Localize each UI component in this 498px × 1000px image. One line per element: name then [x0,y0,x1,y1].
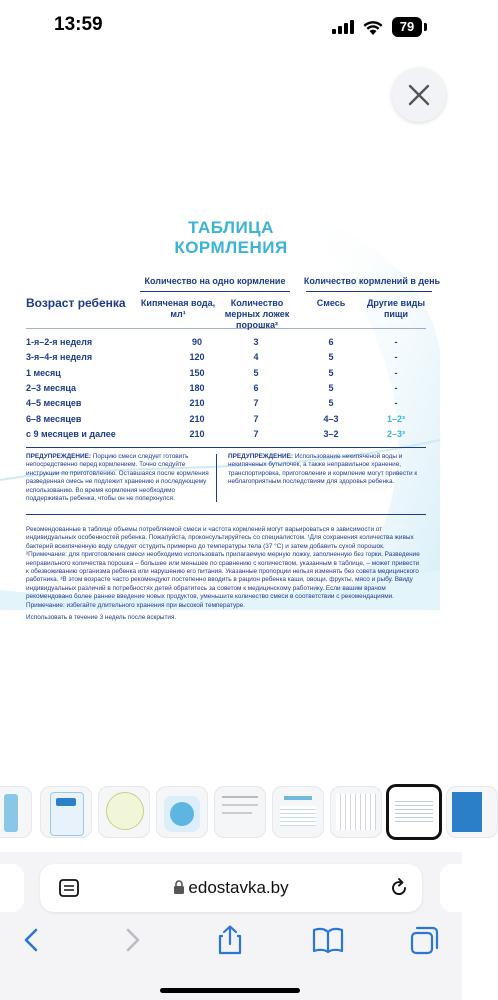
close-button[interactable] [392,68,446,122]
url-text [40,878,422,898]
share-icon[interactable] [212,924,248,956]
cell-spoons: 3 [253,337,259,347]
cell-water: 210 [189,413,205,424]
cell-age: 6–8 месяцев [26,413,82,424]
header-divider [26,328,426,329]
cell-other: - [394,382,398,393]
cell-other: - [394,337,398,347]
address-bar[interactable] [40,864,422,912]
cell-other: - [394,352,398,363]
group-header-feedings-per-day: Количество кормлений в день [303,276,441,286]
cell-water: 120 [189,352,205,363]
cell-mix: 5 [328,367,334,378]
cell-mix: 5 [328,398,334,409]
thumb-3[interactable] [98,786,150,838]
lock-icon [173,880,185,894]
cell-water: 180 [189,382,205,393]
feeding-table-image [0,150,441,621]
battery-tip [424,23,427,31]
table-row [26,383,426,397]
url-value: edostavka.by [188,878,289,897]
cell-spoons: 7 [253,398,259,409]
table-row [26,337,426,351]
home-indicator [160,988,300,993]
close-icon [408,84,430,106]
cell-water: 210 [189,398,205,409]
thumb-9[interactable] [446,786,498,838]
table-bottom-divider [26,447,426,448]
table-row [26,352,426,366]
cell-mix: 5 [328,352,334,363]
thumb-1[interactable] [0,786,32,838]
col-header-mix: Смесь [316,298,346,308]
warning-left-text: Порцию смеси следует готовить непосредственно перед кормлением. Точно следуйте инструкции по приготовлению. Оставшаяся после кормления разведенная смесь не подлежит хранению и последующему использованию. Во время кормления необходимо поддерживать ребенка, чтобы он не поперхнулся. [26,453,209,503]
table-row [26,368,426,382]
thumb-4[interactable] [156,786,208,838]
thumb-5[interactable] [214,786,266,838]
tabs-icon[interactable] [406,924,442,956]
cell-water: 150 [189,367,205,378]
col-header-age: Возраст ребенка [26,296,126,310]
cell-age: 4–5 месяцев [26,398,82,409]
status-bar [0,0,462,56]
cell-spoons: 7 [253,428,259,439]
cell-other: 2–3³ [386,428,405,439]
use-within-text: Использовать в течение 3 недель после вскрытия. [26,614,177,621]
footnote-divider [26,514,426,515]
cell-spoons: 4 [253,352,259,363]
table-row [26,429,426,443]
warning-right-title: ПРЕДУПРЕЖДЕНИЕ: [228,453,294,460]
table-row [26,398,426,412]
warning-separator [216,454,217,502]
cell-other: - [394,367,398,378]
cell-age: 2–3 месяца [26,382,76,393]
thumb-6[interactable] [272,786,324,838]
warning-left-title: ПРЕДУПРЕЖДЕНИЕ: [26,453,92,460]
cell-age: 1 месяц [26,367,61,378]
doc-title-line2: КОРМЛЕНИЯ [174,238,288,257]
reload-icon[interactable] [388,877,410,899]
warning-left [26,453,210,503]
forward-icon[interactable] [114,924,150,956]
col-header-spoons: Количество мерных ложек порошка² [224,298,290,330]
cell-spoons: 5 [253,367,259,378]
image-thumbnail-strip [0,784,462,840]
warning-right-text: Использование некипяченой воды и некипяченых бутылочек, а также неправильное хранение, транспортировка, приготовление и кормление могут привести к неблагоприятным последствиям для здоровья ребенка. [228,453,418,486]
bookmarks-icon[interactable] [310,924,346,956]
cell-water: 210 [189,428,205,439]
cell-spoons: 7 [253,413,259,424]
cell-water: 90 [191,337,202,347]
doc-title-line1: ТАБЛИЦА [188,218,274,237]
back-icon[interactable] [14,924,50,956]
thumb-7[interactable] [330,786,382,838]
cell-age: с 9 месяцев и далее [26,428,116,439]
col-header-water: Кипяченая вода, мл¹ [140,298,216,319]
group-underline-2 [306,291,432,292]
wifi-icon [362,18,384,36]
previous-tab-stub[interactable] [0,864,24,912]
cellular-signal-icon [332,20,356,34]
battery-icon: 79 [392,17,422,37]
cell-mix: 6 [328,337,334,347]
thumb-2[interactable] [40,786,92,838]
table-row [26,414,426,428]
warning-right [228,453,422,503]
group-header-per-feeding: Количество на одно кормление [144,276,286,286]
cell-age: 3-я–4-я неделя [26,352,93,363]
footnote-text: Рекомендованные в таблице объемы потребляемой смеси и частота кормлений могут варьироваться в зависимости от индивидуальных особенностей ребенка. Пожалуйста, проконсультируйтесь со специалистом. ¹Для сохранения количества живых бактерий вскипяченную воду следует остудить примерно до температуры тела (37 °C) и затем добавить сухой порошок. ²Примечание: для приготовления смеси необходимо использовать прилагаемую мерную ложку, заполненную без горки. Разведение неправильного количества порошка – большее или меньшее по сравнению с количеством, указанным в таблице, – может привести к обезвоживанию организма ребенка или нарушению его питания. Указанные пропорции нельзя изменять без совета медицинского работника. ³В этом возрасте часто рекомендуют постепенно вводить в рацион ребенка каши, овощи, фрукты, мясо и рыбу. Ввиду индивидуальных различий в потребностях детей обратитесь за советом к медицинскому работнику. Если вашим врачом рекомендовано более раннее введение новых продуктов, уменьшите количество смеси в соответствии с рекомендациями. Примечание: избегайте длительного хранения при высокой температуре. [26,526,420,609]
status-time: 13:59 [54,14,103,35]
cell-mix: 4–3 [323,413,339,424]
cell-mix: 3–2 [323,428,339,439]
cell-other: - [394,398,398,409]
cell-mix: 5 [328,382,334,393]
next-tab-stub[interactable] [440,864,462,912]
col-header-other: Другие виды пищи [366,298,426,319]
cell-other: 1–2³ [386,413,405,424]
group-underline-1 [140,291,290,292]
cell-spoons: 6 [253,382,259,393]
thumb-8-selected[interactable] [386,784,442,840]
cell-age: 1-я–2-я неделя [26,337,93,347]
